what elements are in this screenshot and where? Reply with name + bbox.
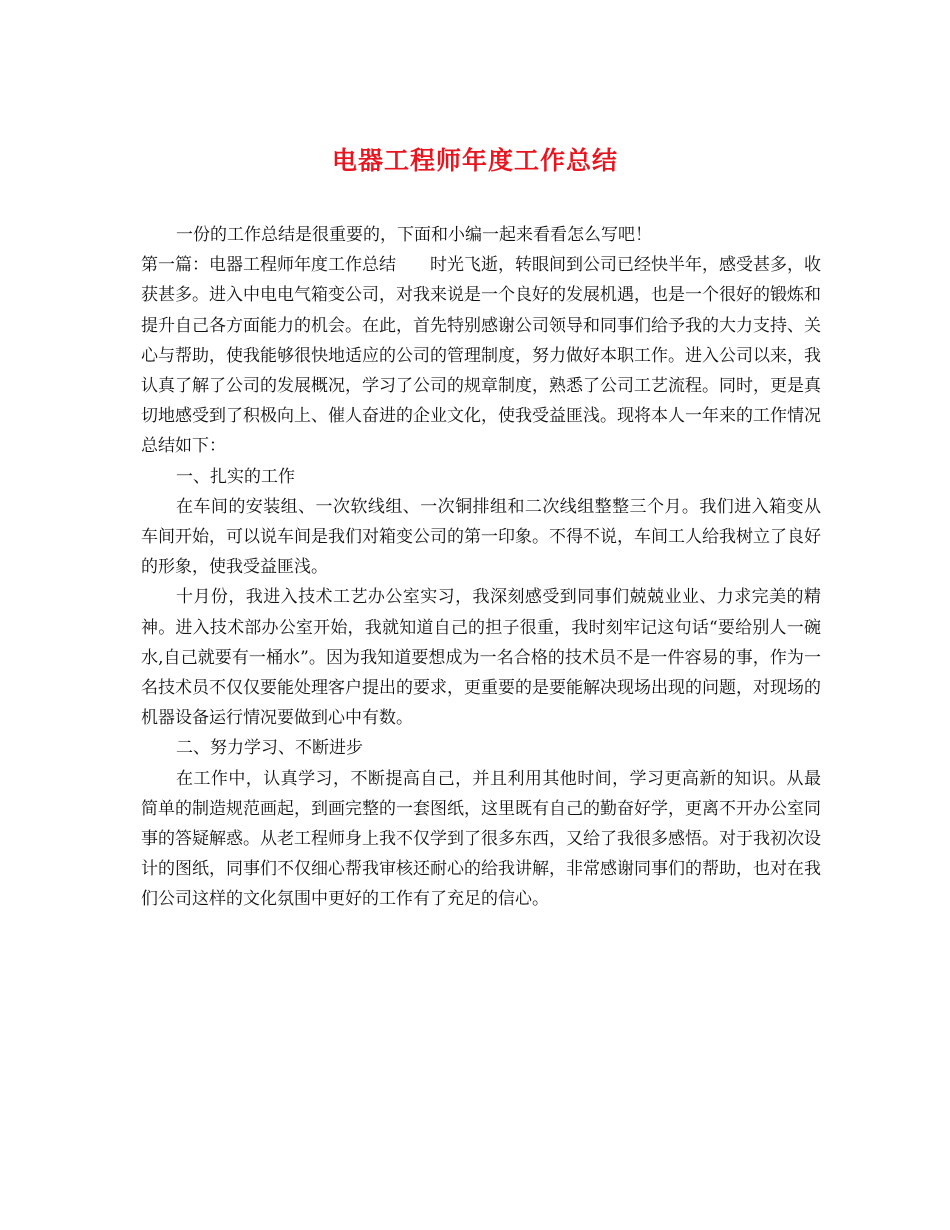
section1-paragraph-2: 十月份，我进入技术工艺办公室实习，我深刻感受到同事们兢兢业业、力求完美的精神。进入技术部办公室开始，我就知道自己的担子很重，我时刻牢记这句话“要给别人一碗水,自己就要有一桶水”。因为我知道要想成为一名合格的技术员不是一件容易的事，作为一名技术员不仅仅要能处理客户提出的要求，更重要的是要能解决现场出现的问题，对现场的机器设备运行情况要做到心中有数。	[141, 587, 821, 729]
part1-opening: 时光飞逝，转眼间到公司已经快半年，感受甚多，收获甚多。进入中电电气箱变公司，对我来说是一个良好的发展机遇，也是一个很好的锻炼和提升自己各方面能力的机会。在此，首先特别感谢公司领导和同事们给予我的大力支持、关心与帮助，使我能够很快地适应的公司的管理制度，努力做好本职工作。进入公司以来，我认真了解了公司的发展概况，学习了公司的规章制度，熟悉了公司工艺流程。同时，更是真切地感受到了积极向上、催人奋进的企业文化，使我受益匪浅。现将本人一年来的工作情况总结如下：	[141, 255, 821, 457]
section1-heading: 一、扎实的工作	[176, 466, 295, 487]
intro-paragraph: 一份的工作总结是很重要的，下面和小编一起来看看怎么写吧！	[176, 225, 652, 245]
document-title: 电器工程师年度工作总结	[331, 146, 618, 175]
section2-heading: 二、努力学习、不断进步	[176, 738, 363, 759]
section2-paragraph-1: 在工作中，认真学习，不断提高自己，并且利用其他时间，学习更高新的知识。从最简单的制造规范画起，到画完整的一套图纸，这里既有自己的勤奋好学，更离不开办公室同事的答疑解惑。从老工程师身上我不仅学到了很多东西，又给了我很多感悟。对于我初次设计的图纸，同事们不仅细心帮我审核还耐心的给我讲解，非常感谢同事们的帮助，也对在我们公司这样的文化氛围中更好的工作有了充足的信心。	[141, 768, 821, 910]
document-body	[141, 220, 821, 915]
part1-heading: 第一篇：电器工程师年度工作总结	[141, 255, 396, 276]
part1-paragraph	[141, 250, 821, 461]
section1-paragraph-1: 在车间的安装组、一次软线组、一次铜排组和二次线组整整三个月。我们进入箱变从车间开始，可以说车间是我们对箱变公司的第一印象。不得不说，车间工人给我树立了良好的形象，使我受益匪浅。	[141, 496, 821, 578]
